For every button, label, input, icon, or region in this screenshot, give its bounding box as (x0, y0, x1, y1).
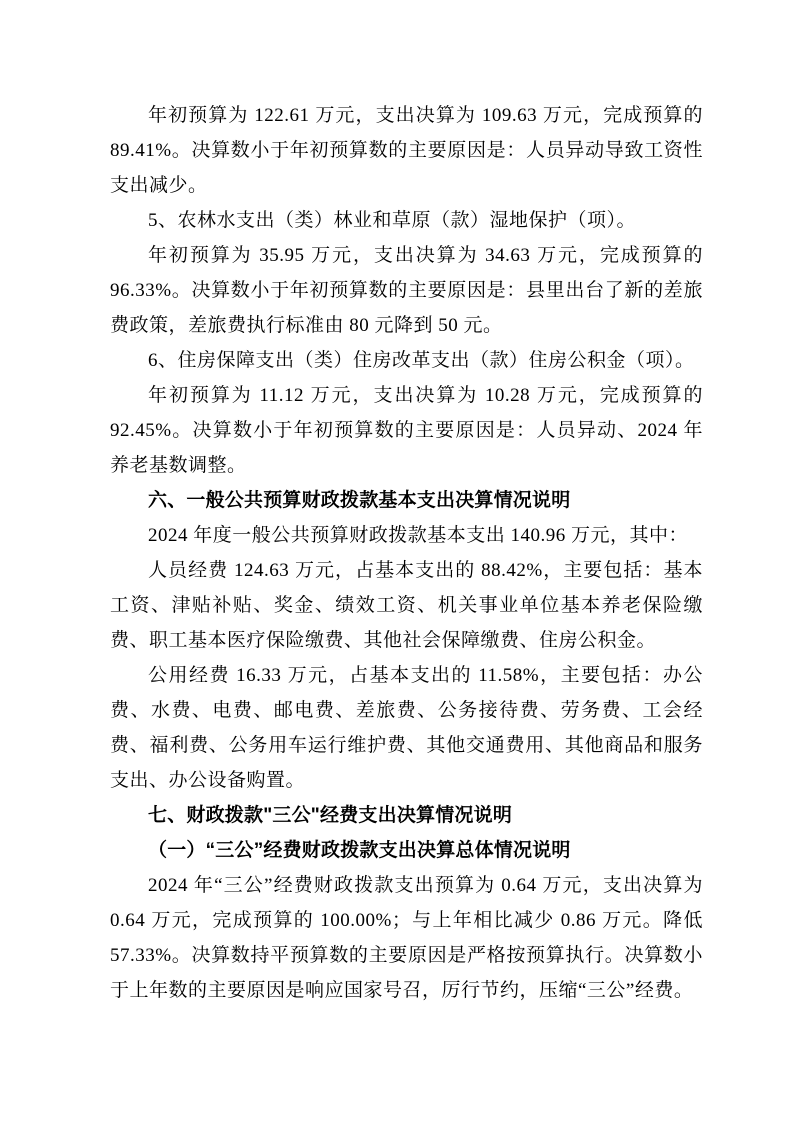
body-paragraph: 2024 年度一般公共预算财政拨款基本支出 140.96 万元，其中： (148, 525, 689, 546)
subsection-heading-one: （一）“三公”经费财政拨款支出决算总体情况说明 (148, 840, 571, 861)
body-paragraph: 人员经费 124.63 万元，占基本支出的 88.42%，主要包括：基本工资、津贴补贴、奖金、绩效工资、机关事业单位基本养老保险缴费、职工基本医疗保险缴费、其他社会保障缴费、住房公积金。 (110, 560, 703, 651)
section-heading-seven: 七、财政拨款"三公"经费支出决算情况说明 (148, 805, 513, 826)
body-paragraph: 年初预算为 35.95 万元，支出决算为 34.63 万元，完成预算的 96.33%。决算数小于年初预算数的主要原因是：县里出台了新的差旅费政策，差旅费执行标准由 80 元降到 50 元。 (110, 245, 703, 336)
body-paragraph: 2024 年“三公”经费财政拨款支出预算为 0.64 万元，支出决算为 0.64 万元，完成预算的 100.00%；与上年相比减少 0.86 万元。降低 57.33%。决算数持平预算数的主要原因是严格按预算执行。决算数小于上年数的主要原因是响应国家号召，厉行节约，压缩“三公”经费。 (110, 875, 703, 1001)
body-paragraph: 6、住房保障支出（类）住房改革支出（款）住房公积金（项）。 (148, 350, 695, 371)
body-paragraph: 公用经费 16.33 万元，占基本支出的 11.58%，主要包括：办公费、水费、电费、邮电费、差旅费、公务接待费、劳务费、工会经费、福利费、公务用车运行维护费、其他交通费用、其他商品和服务支出、办公设备购置。 (110, 665, 703, 791)
body-paragraph: 年初预算为 122.61 万元，支出决算为 109.63 万元，完成预算的 89.41%。决算数小于年初预算数的主要原因是：人员异动导致工资性支出减少。 (110, 105, 703, 196)
body-paragraph: 5、农林水支出（类）林业和草原（款）湿地保护（项）。 (148, 210, 637, 231)
section-heading-six: 六、一般公共预算财政拨款基本支出决算情况说明 (148, 490, 571, 511)
body-paragraph: 年初预算为 11.12 万元，支出决算为 10.28 万元，完成预算的 92.45%。决算数小于年初预算数的主要原因是：人员异动、2024 年养老基数调整。 (110, 385, 703, 476)
